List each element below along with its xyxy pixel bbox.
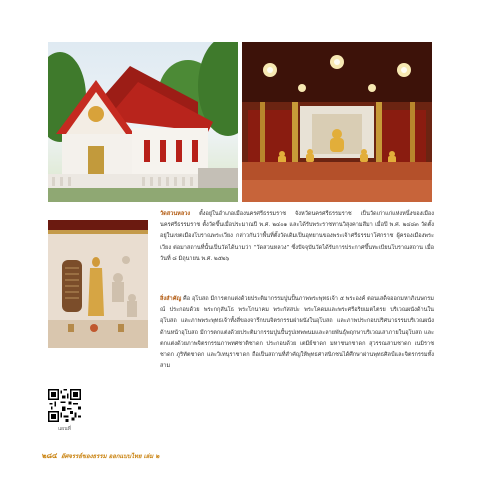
running-title: อัศจรรย์ของธรรม ออกแบบไทย เล่ม ๒ xyxy=(61,453,160,460)
temple-building xyxy=(48,42,238,202)
qr-caption: แผนที่ xyxy=(58,426,71,432)
paragraph-history xyxy=(160,209,434,265)
temple-interior-photo xyxy=(242,42,432,202)
page-number: ๒๘๔ xyxy=(42,452,58,460)
temple-exterior-photo xyxy=(48,42,238,202)
paragraph-body: ตั้งอยู่ในอำเภอเมืองนครศรีธรรมราช จังหวัดนครศรีธรรมราช เป็นวัดเก่าแก่แห่งหนึ่งของเมืองนครศรีธรรมราช ตั้งวัดขึ้นเมื่อประมาณปี พ.ศ. ๒๔๐๑ และได้รับพระราชทานวิสุงคามสีมา เมื่อปี พ.ศ. ๒๔๘๓ วัดตั้งอยู่ในเขตเมืองโบราณพระเวียง กล่าวกันว่าพื้นที่ตั้งวัดเดิมเป็นอุทยานของพระเจ้าศรีธรรมาโศกราช ผู้ครองเมืองพระเวียง ต่อมาสถานที่นั้นเป็นวัดได้นามว่า “วัดสวนหลวง” ซึ่งปัจจุบันวัดได้รับการประกาศขึ้นทะเบียนโบราณสถาน เมื่อวันที่ ๘ มิถุนายน พ.ศ. ๒๕๒๖ xyxy=(160,211,434,262)
paragraph-lead: วัดสวนหลวง xyxy=(160,211,191,217)
paragraph-highlights xyxy=(160,294,434,372)
relief-scene xyxy=(48,220,148,348)
paragraph-lead: สิ่งสำคัญ xyxy=(160,296,182,302)
paragraph-body: คือ อุโบสถ มีการตกแต่งด้วยประติมากรรมปูนปั้นภาพพระพุทธเจ้า ๕ พระองค์ ตอนเสด็จออกมหาภิเนษกรมณ์ ประกอบด้วย พระกกุสันโธ พระโกนาคม พระกัสสปะ พระโคดมและพระศรีอริยเมตไตรย บริเวณผนังด้านในอุโบสถ และภาพพระพุทธเจ้าทั้งสี่ของจารึกบนจิตรกรรมฝาผนังในอุโบสถ และภาพประกอบปริศนาธรรมบริเวณผนังด้านหน้าอุโบสถ มีการตกแต่งด้วยประติมากรรมปูนปั้นรูปเทพพนมและลายพันธุ์พฤกษาบริเวณเสาภายในอุโบสถ และตกแต่งด้วยภาพจิตรกรรมภาพทศชาติชาดก ประกอบด้วย เตมีย์ชาดก มหาชนกชาดก สุวรรณสามชาดก เนมิราชชาดก ภูริทัตชาดก และวิเทนุราชาดก ถือเป็นสถานที่สำคัญให้พุทธศาสนิกชนได้ศึกษาผ่านพุทธศิลป์และจิตรกรรมทั้งสาม xyxy=(160,296,434,370)
qr-code-icon[interactable] xyxy=(48,389,81,422)
interior-scene xyxy=(242,42,432,202)
wall-relief-photo xyxy=(48,220,148,348)
